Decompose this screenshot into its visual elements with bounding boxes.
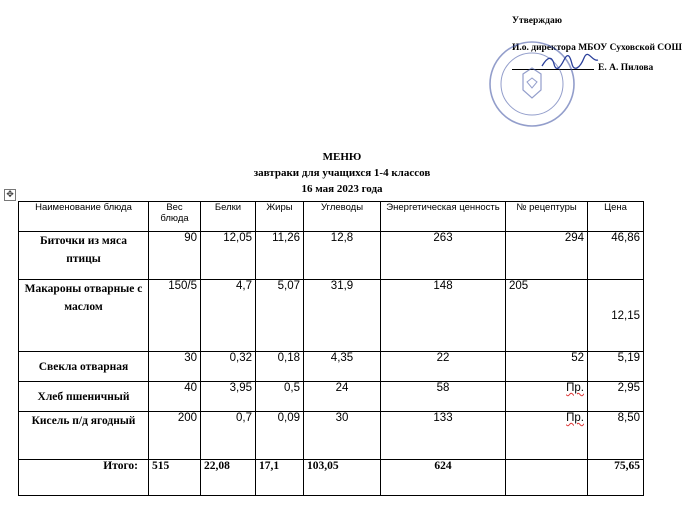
dish-name: Хлеб пшеничный xyxy=(19,382,149,412)
total-fat: 17,1 xyxy=(256,460,304,496)
dish-energy: 22 xyxy=(381,352,506,382)
total-row xyxy=(19,460,644,496)
total-weight: 515 xyxy=(149,460,201,496)
column-header: Углеводы xyxy=(304,202,381,232)
dish-energy: 133 xyxy=(381,412,506,460)
column-header: Вес блюда xyxy=(149,202,201,232)
column-header: Жиры xyxy=(256,202,304,232)
column-header: Цена xyxy=(588,202,644,232)
dish-fat: 0,5 xyxy=(256,382,304,412)
table-move-handle-icon[interactable]: ✥ xyxy=(4,189,16,201)
dish-protein: 4,7 xyxy=(201,280,256,352)
table-row xyxy=(19,352,644,382)
dish-weight: 150/5 xyxy=(149,280,201,352)
dish-recipe xyxy=(506,382,588,412)
total-protein: 22,08 xyxy=(201,460,256,496)
total-label: Итого: xyxy=(19,460,149,496)
dish-price: 8,50 xyxy=(588,412,644,460)
table-header-row xyxy=(19,202,644,232)
dish-fat: 0,18 xyxy=(256,352,304,382)
page-subtitle: завтраки для учащихся 1-4 классов xyxy=(253,167,431,179)
column-header: № рецептуры xyxy=(506,202,588,232)
dish-protein: 0,32 xyxy=(201,352,256,382)
dish-price: 12,15 xyxy=(588,280,644,352)
total-price: 75,65 xyxy=(588,460,644,496)
table-row xyxy=(19,280,644,352)
column-header: Энергетическая ценность xyxy=(381,202,506,232)
dish-weight: 30 xyxy=(149,352,201,382)
dish-name: Макароны отварные с маслом xyxy=(19,280,149,352)
dish-carbs: 30 xyxy=(304,412,381,460)
dish-carbs: 31,9 xyxy=(304,280,381,352)
approval-title: Утверждаю xyxy=(512,16,562,26)
recipe-ref: Пр. xyxy=(566,382,584,394)
dish-carbs: 24 xyxy=(304,382,381,412)
approval-position: И.о. директора МБОУ Суховской СОШ xyxy=(512,43,682,53)
dish-name: Кисель п/д ягодный xyxy=(19,412,149,460)
stamp-seal-icon xyxy=(487,34,577,134)
dish-weight: 200 xyxy=(149,412,201,460)
dish-carbs: 4,35 xyxy=(304,352,381,382)
column-header: Белки xyxy=(201,202,256,232)
total-energy: 624 xyxy=(381,460,506,496)
table-row xyxy=(19,382,644,412)
column-header: Наименование блюда xyxy=(19,202,149,232)
approval-signer: Е. А. Пилова xyxy=(598,63,654,73)
dish-weight: 40 xyxy=(149,382,201,412)
dish-price: 2,95 xyxy=(588,382,644,412)
dish-protein: 0,7 xyxy=(201,412,256,460)
dish-fat: 11,26 xyxy=(256,232,304,280)
dish-recipe xyxy=(506,412,588,460)
page-title: МЕНЮ xyxy=(322,151,362,163)
dish-recipe: 52 xyxy=(506,352,588,382)
dish-name: Биточки из мяса птицы xyxy=(19,232,149,280)
dish-energy: 148 xyxy=(381,280,506,352)
dish-energy: 263 xyxy=(381,232,506,280)
dish-carbs: 12,8 xyxy=(304,232,381,280)
dish-name: Свекла отварная xyxy=(19,352,149,382)
dish-fat: 5,07 xyxy=(256,280,304,352)
total-carbs: 103,05 xyxy=(304,460,381,496)
table-row xyxy=(19,412,644,460)
dish-fat: 0,09 xyxy=(256,412,304,460)
dish-recipe: 205 xyxy=(506,280,588,352)
dish-recipe: 294 xyxy=(506,232,588,280)
dish-protein: 3,95 xyxy=(201,382,256,412)
page-date: 16 мая 2023 года xyxy=(301,183,383,195)
dish-price: 5,19 xyxy=(588,352,644,382)
recipe-ref: Пр. xyxy=(566,412,584,424)
handwritten-signature-icon xyxy=(540,52,600,72)
menu-table xyxy=(18,201,644,496)
total-recipe xyxy=(506,460,588,496)
table-row xyxy=(19,232,644,280)
dish-weight: 90 xyxy=(149,232,201,280)
dish-energy: 58 xyxy=(381,382,506,412)
dish-protein: 12,05 xyxy=(201,232,256,280)
dish-price: 46,86 xyxy=(588,232,644,280)
